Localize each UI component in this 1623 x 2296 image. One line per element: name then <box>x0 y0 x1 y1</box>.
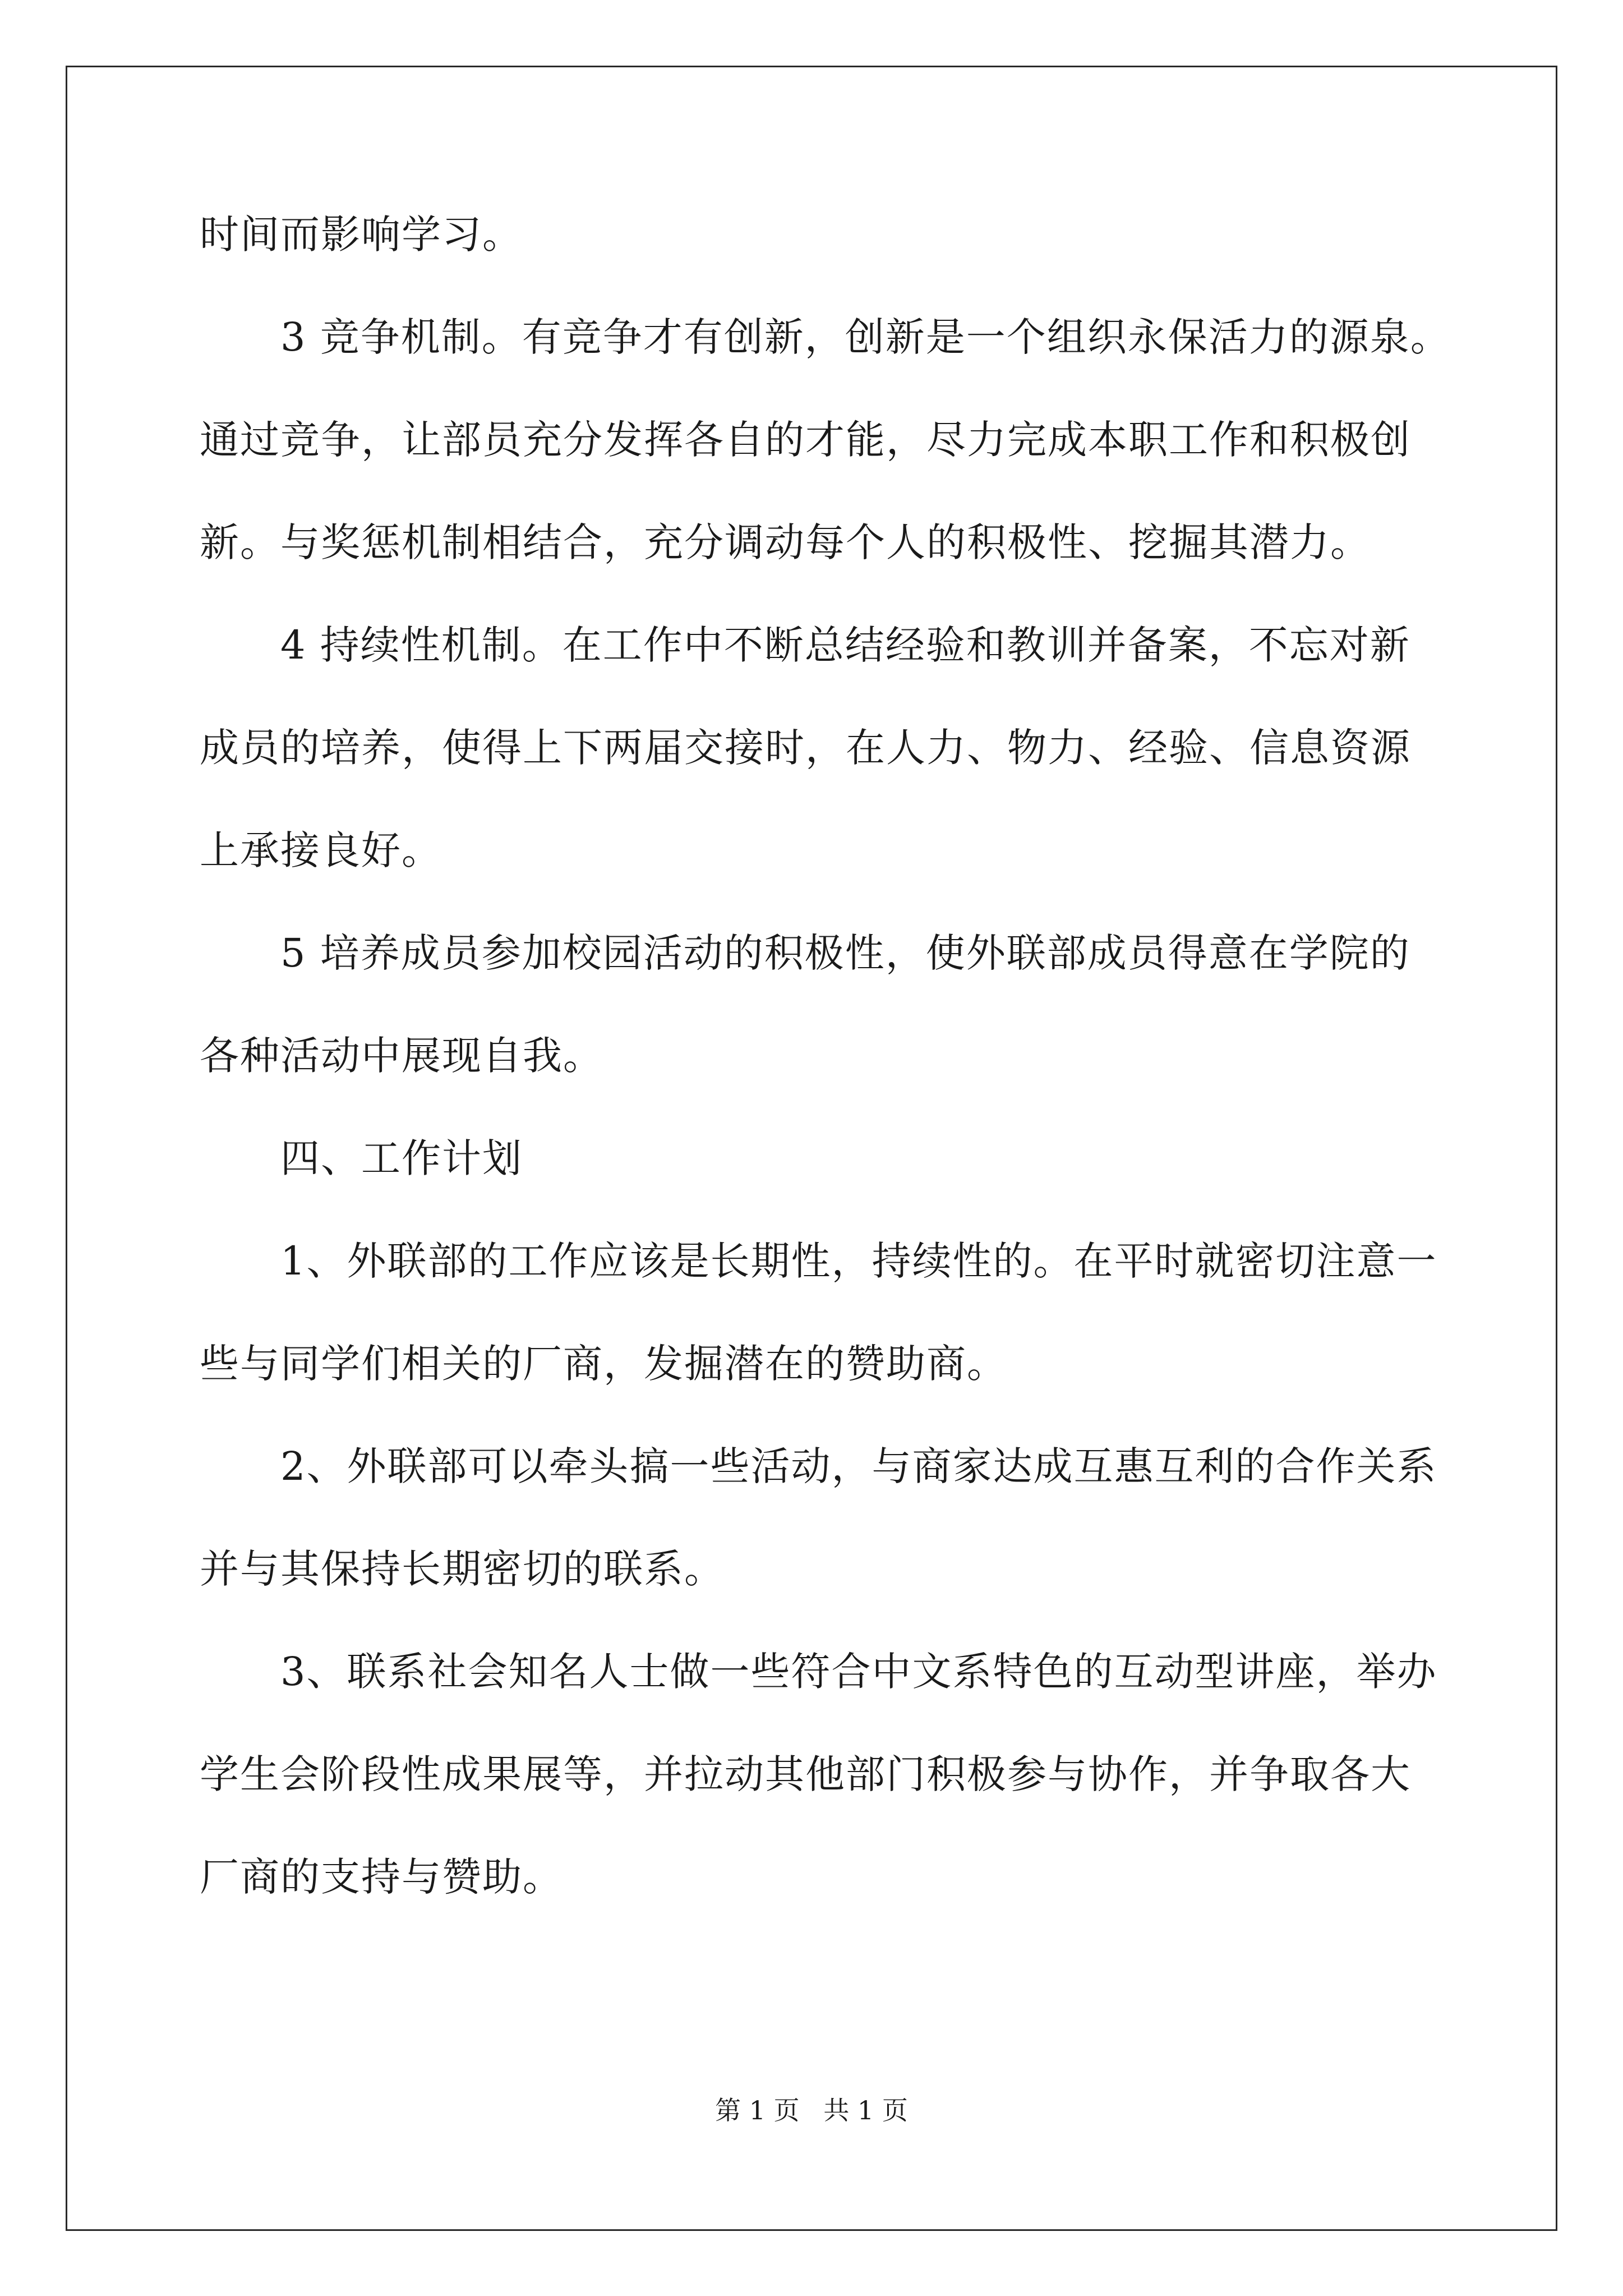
page-total: 共 1 页 <box>823 2095 908 2125</box>
page-number: 第 1 页 <box>715 2095 800 2125</box>
text-line: 各种活动中展现自我。 <box>200 1033 603 1079</box>
text-line: 并与其保持长期密切的联系。 <box>200 1546 725 1592</box>
text-line: 时间而影响学习。 <box>200 211 523 257</box>
text-line: 4 持续性机制。在工作中不断总结经验和教训并备案，不忘对新 <box>280 622 1410 668</box>
text-line: 些与同学们相关的厂商，发掘潜在的赞助商。 <box>200 1341 1007 1387</box>
text-line: 新。与奖惩机制相结合，充分调动每个人的积极性、挖掘其潜力。 <box>200 519 1371 565</box>
text-line: 3 竞争机制。有竞争才有创新，创新是一个组织永保活力的源泉。 <box>280 314 1451 360</box>
section-heading: 四、工作计划 <box>280 1135 523 1181</box>
text-line: 通过竞争，让部员充分发挥各自的才能，尽力完成本职工作和积极创 <box>200 417 1411 463</box>
text-line: 5 培养成员参加校园活动的积极性，使外联部成员得意在学院的 <box>280 930 1410 976</box>
text-line: 厂商的支持与赞助。 <box>200 1854 563 1900</box>
text-line: 学生会阶段性成果展等，并拉动其他部门积极参与协作，并争取各大 <box>200 1751 1411 1797</box>
text-line: 上承接良好。 <box>200 827 442 873</box>
text-line: 成员的培养，使得上下两届交接时，在人力、物力、经验、信息资源 <box>200 725 1411 771</box>
text-line: 3、联系社会知名人士做一些符合中文系特色的互动型讲座，举办 <box>280 1649 1437 1695</box>
page-footer <box>0 2093 1623 2127</box>
text-line: 2、外联部可以牵头搞一些活动，与商家达成互惠互利的合作关系 <box>280 1443 1437 1489</box>
text-line: 1、外联部的工作应该是长期性，持续性的。在平时就密切注意一 <box>280 1238 1437 1284</box>
